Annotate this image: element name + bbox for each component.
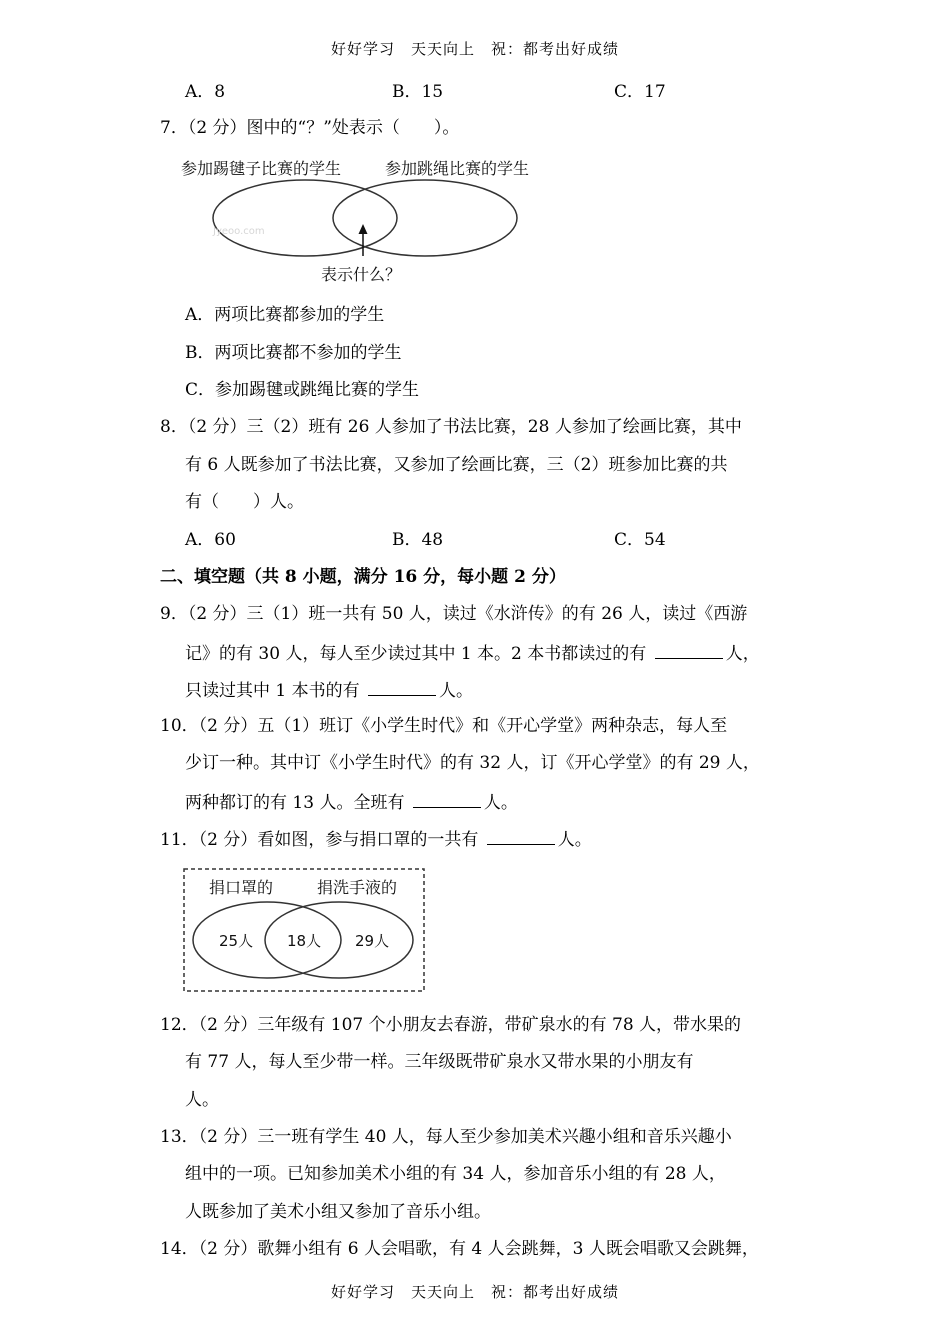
q12-line-2: 有 77 人，每人至少带一样。三年级既带矿泉水又带水果的小朋友有 [185,1052,694,1072]
q10-line-3-end: 人。 [483,793,518,813]
q7-option-b: B．两项比赛都不参加的学生 [185,343,402,363]
q8-line-1: 8．（2 分）三（2）班有 26 人参加了书法比赛，28 人参加了绘画比赛，其中 [160,417,742,437]
q13-line-3: 人既参加了美术小组又参加了音乐小组。 [185,1202,491,1222]
q8-line-2: 有 6 人既参加了书法比赛，又参加了绘画比赛，三（2）班参加比赛的共 [185,455,728,475]
q9-blank-1[interactable] [655,642,723,659]
q7-right-label: 参加跳绳比赛的学生 [385,159,530,178]
q7-venn-diagram [175,152,535,292]
q13-line-2: 组中的一项。已知参加美术小组的有 34 人，参加音乐小组的有 28 人， [185,1164,726,1184]
q11-right-value: 29人 [355,932,390,950]
q7-pointer-label: 表示什么？ [321,265,402,284]
q11-blank[interactable] [487,828,555,845]
q7-pointer-arrow-head [359,224,368,234]
q11-venn-diagram [183,868,425,994]
q13-line-1: 13．（2 分）三一班有学生 40 人，每人至少参加美术兴趣小组和音乐兴趣小 [160,1127,732,1147]
q11-left-value: 25人 [219,932,254,950]
q11-right-label: 捐洗手液的 [317,878,398,897]
q11-middle-value: 18人 [287,932,322,950]
page-footer: 好好学习 天天向上 祝：都考出好成绩 [330,1283,619,1301]
section-2-title: 二、填空题（共 8 小题，满分 16 分，每小题 2 分） [160,567,566,587]
q9-line-3 [185,679,473,701]
q8-option-b: B．48 [392,530,444,550]
q10-line-3-text: 两种都订的有 13 人。全班有 [185,793,405,813]
q10-blank[interactable] [413,791,481,808]
q6-option-a: A．8 [185,82,226,102]
q9-line-3-text: 只读过其中 1 本书的有 [185,681,360,701]
q7-left-ellipse [213,180,397,256]
q12-line-3: 人。 [185,1090,219,1110]
q10-line-3 [185,791,518,813]
q7-option-a: A．两项比赛都参加的学生 [185,305,385,325]
q8-option-a: A．60 [185,530,236,550]
q7-stem: 7．（2 分）图中的“？”处表示（ ）。 [160,118,460,138]
q14-line-1: 14．（2 分）歌舞小组有 6 人会唱歌，有 4 人会跳舞，3 人既会唱歌又会跳舞， [160,1239,759,1259]
q8-line-3: 有（ ）人。 [185,492,304,512]
q9-blank-2[interactable] [368,679,436,696]
q9-line-2 [185,642,760,664]
q11-line-1 [160,828,592,850]
q6-option-b: B．15 [392,82,444,102]
q10-line-1: 10．（2 分）五（1）班订《小学生时代》和《开心学堂》两种杂志，每人至 [160,716,728,736]
q9-line-3-end: 人。 [439,681,474,701]
q10-line-2: 少订一种。其中订《小学生时代》的有 32 人，订《开心学堂》的有 29 人， [185,753,760,773]
q7-watermark: Jyeoo.com [213,226,265,237]
page-header: 好好学习 天天向上 祝：都考出好成绩 [330,40,619,58]
q9-line-2-end: 人， [725,644,760,664]
q7-left-label: 参加踢毽子比赛的学生 [181,159,342,178]
q11-left-label: 捐口罩的 [209,878,274,897]
q12-line-1: 12．（2 分）三年级有 107 个小朋友去春游，带矿泉水的有 78 人，带水果的 [160,1015,742,1035]
q7-right-ellipse [333,180,517,256]
q6-option-c: C．17 [614,82,666,102]
q8-option-c: C．54 [614,530,666,550]
q11-line-1-text: 11．（2 分）看如图，参与捐口罩的一共有 [160,830,479,850]
q11-line-1-end: 人。 [557,830,592,850]
q9-line-2-text: 记》的有 30 人，每人至少读过其中 1 本。2 本书都读过的有 [185,644,647,664]
q9-line-1: 9．（2 分）三（1）班一共有 50 人，读过《水浒传》的有 26 人，读过《西游 [160,604,748,624]
q7-option-c: C．参加踢毽或跳绳比赛的学生 [185,380,420,400]
